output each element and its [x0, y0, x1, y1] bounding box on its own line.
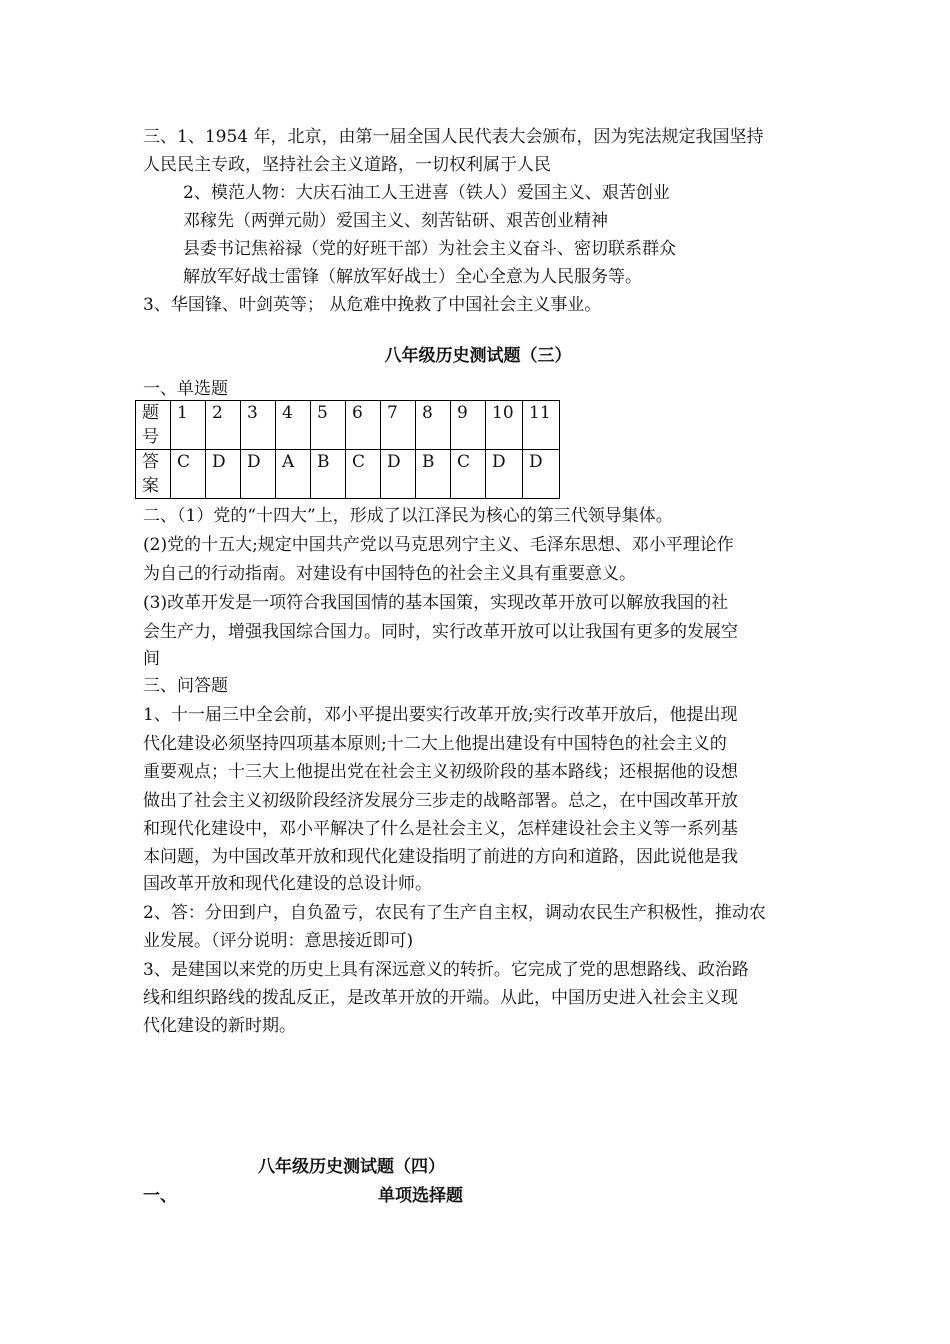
- table-header-cell: 题 号: [136, 401, 171, 450]
- table-cell: 9: [451, 401, 486, 450]
- text-line: 人民民主专政，坚持社会主义道路，一切权利属于人民: [143, 155, 551, 175]
- section-heading: 一、单选题: [143, 379, 228, 399]
- text-line: 线和组织路线的拨乱反正，是改革开放的开端。从此，中国历史进入社会主义现: [143, 988, 738, 1008]
- text-line: 代化建设的新时期。: [143, 1016, 296, 1036]
- section-heading: 单项选择题: [378, 1186, 463, 1206]
- text-line: 三、1、1954 年，北京，由第一届全国人民代表大会颁布，因为宪法规定我国坚持: [143, 127, 764, 147]
- table-cell: A: [276, 450, 311, 499]
- table-cell: 10: [486, 401, 523, 450]
- table-cell: B: [311, 450, 346, 499]
- table-cell: 3: [241, 401, 276, 450]
- table-row: [136, 450, 560, 499]
- table-cell: 5: [311, 401, 346, 450]
- text-line: 和现代化建设中，邓小平解决了什么是社会主义，怎样建设社会主义等一系列基: [143, 819, 738, 839]
- text-line: 县委书记焦裕禄（党的好班干部）为社会主义奋斗、密切联系群众: [183, 239, 676, 259]
- table-cell: D: [523, 450, 560, 499]
- table-row: [136, 401, 560, 450]
- text-line: 代化建设必须坚持四项基本原则;十二大上他提出建设有中国特色的社会主义的: [143, 734, 727, 754]
- text-line: 解放军好战士雷锋（解放军好战士）全心全意为人民服务等。: [183, 267, 642, 287]
- table-cell: B: [416, 450, 451, 499]
- text-line: 为自己的行动指南。对建设有中国特色的社会主义具有重要意义。: [143, 564, 636, 584]
- section-heading-number: 一、: [143, 1186, 177, 1206]
- table-cell: 2: [206, 401, 241, 450]
- text-line: 3、是建国以来党的历史上具有深远意义的转折。它完成了党的思想路线、政治路: [143, 960, 749, 980]
- table-cell: C: [171, 450, 206, 499]
- table-cell: 4: [276, 401, 311, 450]
- text-line: 间: [143, 649, 160, 669]
- text-line: 做出了社会主义初级阶段经济发展分三步走的战略部署。总之，在中国改革开放: [143, 791, 738, 811]
- table-header-cell: 答 案: [136, 450, 171, 499]
- text-line: 二、（1）党的“十四大”上，形成了以江泽民为核心的第三代领导集体。: [143, 506, 673, 526]
- table-cell: C: [346, 450, 381, 499]
- section-title: 八年级历史测试题（四）: [258, 1157, 445, 1177]
- text-line: 1、十一届三中全会前，邓小平提出要实行改革开放;实行改革开放后，他提出现: [143, 705, 738, 725]
- table-cell: 11: [523, 401, 560, 450]
- text-line: (3)改革开发是一项符合我国国情的基本国策，实现改革开放可以解放我国的社: [143, 593, 729, 613]
- text-line: 重要观点；十三大上他提出党在社会主义初级阶段的基本路线；还根据他的设想: [143, 762, 738, 782]
- table-cell: 6: [346, 401, 381, 450]
- text-line: 3、华国锋、叶剑英等； 从危难中挽救了中国社会主义事业。: [143, 295, 602, 315]
- text-line: 业发展。（评分说明：意思接近即可): [143, 931, 414, 951]
- text-line: 2、模范人物：大庆石油工人王进喜（铁人）爱国主义、艰苦创业: [183, 183, 670, 203]
- table-cell: 7: [381, 401, 416, 450]
- text-line: 2、答：分田到户，自负盈亏，农民有了生产自主权，调动农民生产积极性，推动农: [143, 903, 766, 923]
- text-line: 会生产力，增强我国综合国力。同时，实行改革开放可以让我国有更多的发展空: [143, 622, 738, 642]
- table-cell: D: [206, 450, 241, 499]
- table-cell: 8: [416, 401, 451, 450]
- section-title: 八年级历史测试题（三）: [384, 346, 572, 366]
- table-cell: C: [451, 450, 486, 499]
- table-cell: D: [486, 450, 523, 499]
- table-cell: 1: [171, 401, 206, 450]
- answer-table: [135, 400, 560, 499]
- section-heading: 三、问答题: [143, 676, 228, 696]
- text-line: (2)党的十五大;规定中国共产党以马克思列宁主义、毛泽东思想、邓小平理论作: [143, 535, 734, 555]
- text-line: 本问题，为中国改革开放和现代化建设指明了前进的方向和道路，因此说他是我: [143, 847, 738, 867]
- table-cell: D: [241, 450, 276, 499]
- table-cell: D: [381, 450, 416, 499]
- text-line: 邓稼先（两弹元勋）爱国主义、刻苦钻研、艰苦创业精神: [183, 211, 608, 231]
- text-line: 国改革开放和现代化建设的总设计师。: [143, 874, 432, 894]
